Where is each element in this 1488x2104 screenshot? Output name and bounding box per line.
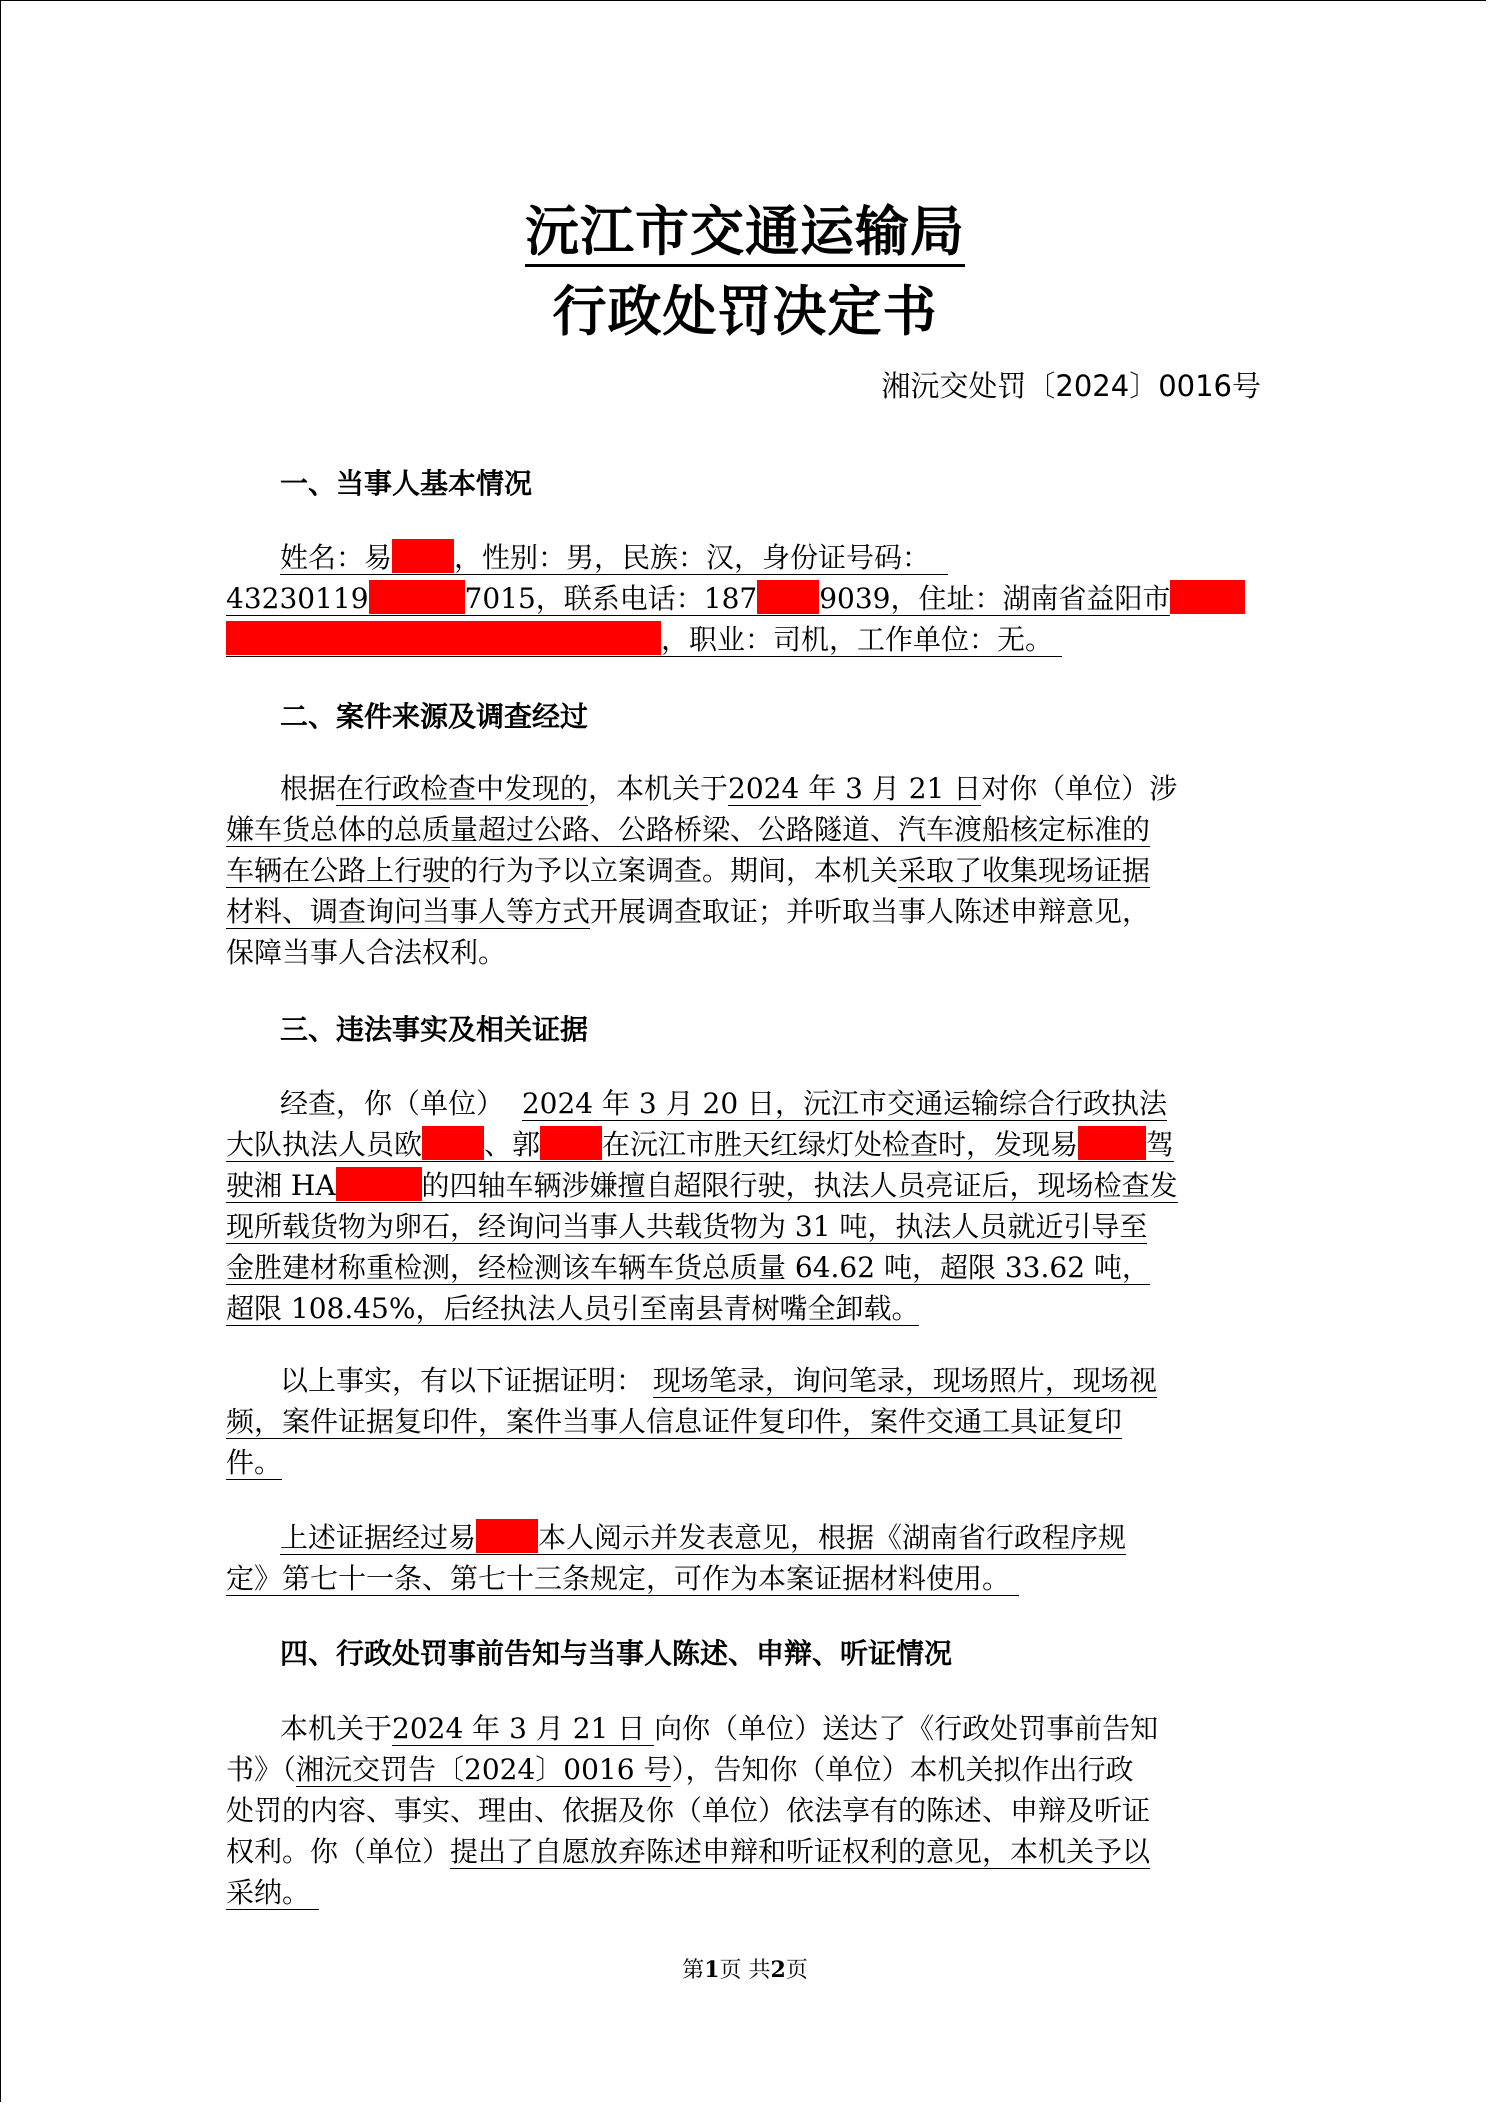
page-footer: 第1页 共2页 [682,1957,808,1983]
redaction-box [757,580,819,614]
prior-notice-paragraph: 本机关于2024 年 3 月 21 日 向你（单位）送达了《行政处罚事前告知 书》（湘沅交罚告〔2024〕0016 号），告知你（单位）本机关拟作出行政 处罚的内容、事实、理由、依据及你（单位）依法享有的陈述、申辩及听证 权利。你（单位）提出了自愿放弃陈述申辩和听证权利的意见，本机关予以 采纳。 [226,1712,1159,1909]
redaction-box [1078,1126,1146,1160]
redaction-box [422,1126,484,1160]
evidence-review-paragraph: 上述证据经过易 本人阅示并发表意见，根据《湖南省行政程序规 定》第七十一条、第七十三条规定，可作为本案证据材料使用。 [226,1521,1127,1595]
case-source-paragraph: 根据在行政检查中发现的，本机关于2024 年 3 月 21 日对你（单位）涉 嫌车货总体的总质量超过公路、公路桥梁、公路隧道、汽车渡船核定标准的 车辆在公路上行驶的行为予以立案调查。期间，本机关采取了收集现场证据 材料、调查询问当事人等方式开展调查取证；并听取当事人陈述申辩意见， 保障当事人合法权利。 [226,772,1178,969]
section-heading-2: 二、案件来源及调查经过 [280,700,589,733]
document-title-type: 行政处罚决定书 [552,279,938,343]
party-info-paragraph: 姓名：易 ，性别：男，民族：汉，身份证号码： 43230119 7015，联系电话：187 9039，住址：湖南省益阳市 ，职业：司机，工作单位：无。 [226,537,1266,660]
redaction-box [392,539,454,573]
redaction-box [336,1167,422,1201]
redaction-box [226,621,661,655]
redaction-box [540,1126,602,1160]
document-title-agency: 沅江市交通运输局 [1,189,1488,266]
evidence-paragraph: 以上事实，有以下证据证明： 现场笔录，询问笔录，现场照片，现场视 频，案件证据复印件，案件当事人信息证件复印件，案件交通工具证复印 件。 [226,1364,1157,1479]
section-heading-1: 一、当事人基本情况 [280,467,533,500]
redaction-box [369,580,465,614]
violation-facts-paragraph: 经查，你（单位） 2024 年 3 月 20 日，沅江市交通运输综合行政执法 大队执法人员欧 、郭 在沅江市胜天红绿灯处检查时，发现易 驾 驶湘 HA 的四轴车辆涉嫌擅自超限行驶，执法人员亮证后，现场检查发 现所载货物为卵石，经询问当事人共载货物为 31 吨，执法人员就近引导至 金胜建材称重检测，经检测该车辆车货总质量 64.62 吨，超限 33.62 吨， 超限 108.45%，后经执法人员引至南县青树嘴全卸载。 [226,1087,1178,1325]
redaction-box [1170,580,1245,614]
section-heading-3: 三、违法事实及相关证据 [280,1013,589,1046]
section-heading-4: 四、行政处罚事前告知与当事人陈述、申辩、听证情况 [280,1637,953,1670]
document-number: 湘沅交处罚〔2024〕0016号 [881,369,1261,403]
redaction-box [476,1519,538,1553]
